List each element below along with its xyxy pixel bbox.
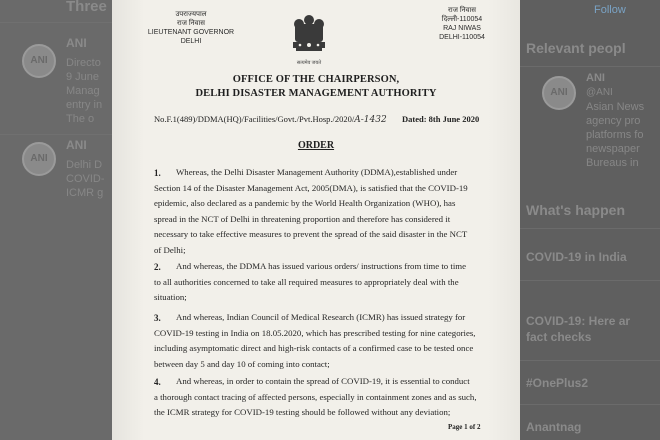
thread-heading: Three [66, 0, 107, 15]
background-sidebar [520, 0, 660, 440]
tweet-text: Directo 9 June Manag entry in The o [66, 57, 103, 125]
account-name[interactable]: ANI [586, 72, 605, 84]
header-right: राज निवास दिल्ली-110054 RAJ NIWAS DELHI-110054 [439, 7, 485, 41]
authority-title: DELHI DISASTER MANAGEMENT AUTHORITY [195, 88, 437, 99]
account-bio: Asian News agency pro platforms fo newspaper Bureaus in [586, 101, 645, 169]
avatar[interactable]: ANI [542, 76, 576, 110]
divider [520, 66, 660, 67]
follow-link[interactable]: Follow [594, 4, 626, 16]
trend-item[interactable]: #OnePlus2 [526, 376, 589, 390]
paragraph-2: And whereas, the DDMA has issued various orders/ instructions from time to time to all authorities concerned to take all required measures to appropriately deal with the situation; [154, 261, 467, 302]
account-handle: @ANI [586, 87, 613, 98]
order-date: Dated: 8th June 2020 [402, 114, 480, 124]
trend-item[interactable]: COVID-19 in India [526, 250, 627, 264]
tweet-author[interactable]: ANI [66, 36, 87, 50]
page-number: Page 1 of 2 [448, 423, 481, 431]
paragraph-3: And whereas, Indian Council of Medical Research (ICMR) has issued strategy for COVID-19 testing in India on 18.05.2020, which has prescribed testing for nine categories, including asymptomatic direct and high-risk contacts of a confirmed case to be tested once between day 5 and day 10 of coming into contact; [154, 312, 476, 369]
tweet-author[interactable]: ANI [66, 138, 87, 152]
whats-happening-heading: What's happen [526, 202, 625, 218]
paragraph-number: 4. [154, 377, 161, 387]
paragraph-4: And whereas, in order to contain the spread of COVID-19, it is essential to conduct a thorough contact tracing of affected persons, especially in containment zones and as such, the ICMR strategy for COVID-19 testing should be followed without any deviation; [154, 376, 477, 417]
emblem-motto: सत्यमेव जयते [296, 61, 322, 66]
relevant-people-heading: Relevant peopl [526, 40, 626, 56]
office-title: OFFICE OF THE CHAIRPERSON, [232, 74, 400, 85]
divider [0, 134, 112, 135]
handwritten-number: A-1432 [354, 115, 387, 125]
divider [0, 22, 112, 23]
header-left: उपराज्यपाल राज निवास LIEUTENANT GOVERNOR DELHI [147, 11, 235, 45]
avatar[interactable]: ANI [22, 142, 56, 176]
tweet-text: Delhi D COVID- ICMR g [66, 159, 105, 199]
paragraph-1: Whereas, the Delhi Disaster Management Authority (DDMA),established under Section 14 of the Disaster Management Act, 2005(DMA), is satisfied that the COVID-19 epidemic, also declared as a pandemic by the World Health Organization (WHO), has spread in the NCT of Delhi in threatening proportion and therefore has considered it necessary to take effective measures to prevent the spread of the said disaster in the NCT of Delhi; [154, 167, 468, 255]
paragraph-number: 2. [154, 262, 161, 272]
avatar[interactable]: ANI [22, 44, 56, 78]
paragraph-number: 1. [154, 168, 161, 178]
divider [520, 404, 660, 405]
order-document [112, 0, 520, 440]
paragraph-number: 3. [154, 313, 161, 323]
background-thread-panel [0, 0, 112, 440]
divider [520, 360, 660, 361]
national-emblem-icon [286, 10, 332, 64]
trend-item[interactable]: Anantnag [526, 420, 582, 434]
reference-number: No.F.1(489)/DDMA(HQ)/Facilities/Govt./Pvt.Hosp./2020/A-1432 [154, 114, 387, 125]
divider [520, 280, 660, 281]
trend-item[interactable]: COVID-19: Here ar [526, 314, 631, 328]
divider [520, 228, 660, 229]
order-heading: ORDER [297, 140, 335, 151]
trend-item-subtext: fact checks [526, 330, 592, 344]
